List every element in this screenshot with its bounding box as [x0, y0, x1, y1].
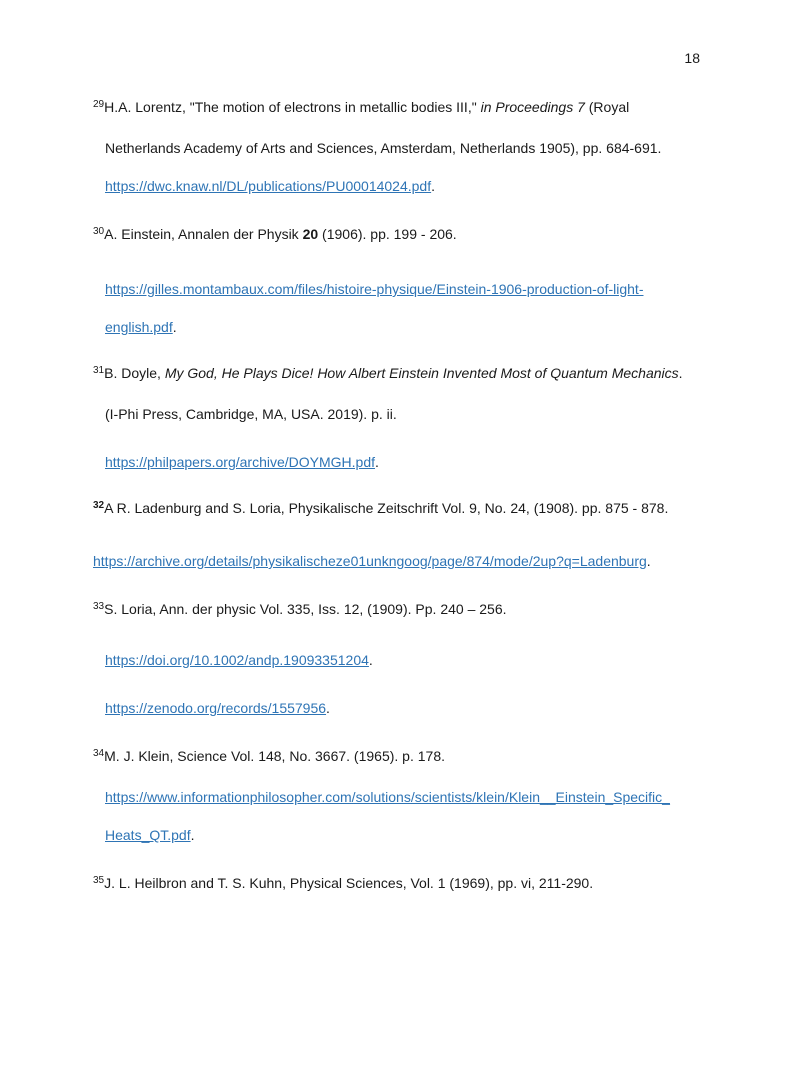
link-trailing-period: .: [368, 652, 373, 668]
reference-29-journal-italic: in Proceedings 7: [480, 99, 585, 115]
link-trailing-period: .: [431, 178, 435, 194]
reference-31-text-cont: .: [678, 365, 683, 381]
reference-29-line-2: Netherlands Academy of Arts and Sciences, Amsterdam, Netherlands 1905), pp. 684-691.: [105, 140, 662, 156]
reference-29-link-line: [105, 176, 731, 196]
reference-32-text: A R. Ladenburg and S. Loria, Physikalische Zeitschrift Vol. 9, No. 24, (1908). pp. 875 - 878.: [104, 500, 669, 516]
reference-34-link-line-2: [105, 825, 731, 845]
page-number: 18: [684, 50, 700, 66]
reference-30-line-1: [93, 224, 731, 247]
reference-31-text: B. Doyle,: [104, 365, 165, 381]
reference-30-volume-bold: 20: [302, 226, 319, 242]
footnote-marker-29: 29: [93, 99, 105, 110]
document-page: [0, 48, 791, 1072]
reference-31-line-2: (I-Phi Press, Cambridge, MA, USA. 2019). p. ii.: [105, 406, 397, 422]
link-zenodo-org[interactable]: https://zenodo.org/records/1557956: [105, 700, 327, 716]
link-trailing-period: .: [375, 454, 379, 470]
footnote-marker-35: 35: [93, 875, 105, 886]
reference-34-link-line-1: [105, 787, 731, 807]
footnote-marker-33: 33: [93, 601, 105, 612]
link-doi-org[interactable]: https://doi.org/10.1002/andp.19093351204: [105, 652, 369, 668]
link-montambaux-pdf-part1[interactable]: https://gilles.montambaux.com/files/histoire-physique/Einstein-1906-production-of-light-: [105, 281, 644, 297]
reference-30-text-cont: (1906). pp. 199 - 206.: [318, 226, 457, 242]
link-trailing-period: .: [172, 319, 177, 335]
link-informationphilosopher-part1[interactable]: https://www.informationphilosopher.com/solutions/scientists/klein/Klein__Einstein_Specific_: [105, 789, 670, 805]
reference-33-link-line-2: [105, 698, 731, 718]
reference-33-text: S. Loria, Ann. der physic Vol. 335, Iss. 12, (1909). Pp. 240 – 256.: [104, 601, 507, 617]
reference-31-link-line: [105, 452, 731, 472]
link-informationphilosopher-part2[interactable]: Heats_QT.pdf: [105, 827, 191, 843]
link-archive-org[interactable]: https://archive.org/details/physikalischeze01unkngoog/page/874/mode/2up?q=Ladenburg: [93, 553, 647, 569]
reference-30-link-line-2: [105, 317, 731, 337]
reference-30-link-line-1: [105, 279, 731, 299]
reference-29-text-cont: (Royal: [584, 99, 630, 115]
footnote-marker-32: 32: [93, 500, 105, 511]
reference-30-text: A. Einstein, Annalen der Physik: [104, 226, 303, 242]
reference-34-line-1: [93, 746, 731, 769]
reference-35-line-1: [93, 873, 731, 896]
link-philpapers-pdf[interactable]: https://philpapers.org/archive/DOYMGH.pdf: [105, 454, 376, 470]
footnote-marker-34: 34: [93, 748, 105, 759]
reference-33-link-line-1: [105, 650, 731, 670]
link-dwc-knaw-pdf[interactable]: https://dwc.knaw.nl/DL/publications/PU00014024.pdf: [105, 178, 432, 194]
link-trailing-period: .: [326, 700, 330, 716]
reference-29-line-1: [93, 97, 731, 120]
link-montambaux-pdf-part2[interactable]: english.pdf: [105, 319, 173, 335]
reference-32-line-1: [93, 498, 731, 521]
link-trailing-period: .: [646, 553, 651, 569]
reference-32-link-line: [93, 551, 731, 571]
footnote-marker-30: 30: [93, 226, 105, 237]
reference-29-text: H.A. Lorentz, "The motion of electrons in metallic bodies III,": [104, 99, 481, 115]
reference-34-text: M. J. Klein, Science Vol. 148, No. 3667. (1965). p. 178.: [104, 748, 445, 764]
link-trailing-period: .: [190, 827, 195, 843]
reference-35-text: J. L. Heilbron and T. S. Kuhn, Physical Sciences, Vol. 1 (1969), pp. vi, 211-290.: [104, 875, 594, 891]
reference-31-line-1: [93, 363, 731, 386]
reference-31-title-italic: My God, He Plays Dice! How Albert Einstein Invented Most of Quantum Mechanics: [164, 365, 679, 381]
footnote-marker-31: 31: [93, 365, 105, 376]
reference-33-line-1: [93, 599, 731, 622]
